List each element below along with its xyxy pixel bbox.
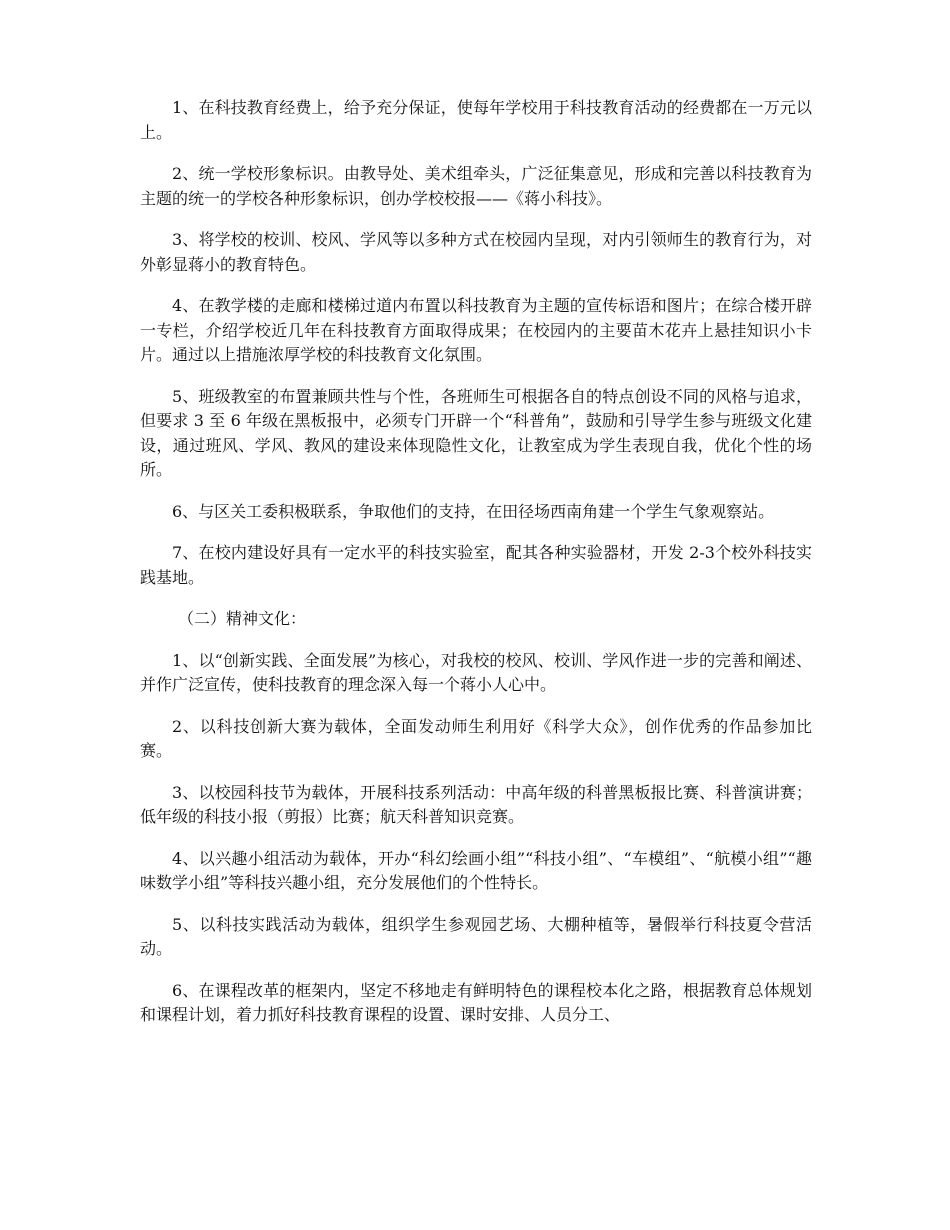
- document-page: [140, 96, 812, 1045]
- paragraph-school-identity: 2、统一学校形象标识。由教导处、美术组牵头，广泛征集意见，形成和完善以科技教育为主题的统一的学校各种形象标识，创办学校校报——《蒋小科技》。: [140, 164, 812, 208]
- paragraph-interest-groups: 4、以兴趣小组活动为载体，开办“科幻绘画小组”“科技小组”、“车模组”、“航模小组”“趣味数学小组”等科技兴趣小组，充分发展他们的个性特长。: [140, 848, 812, 892]
- section-heading-spiritual-culture: （二）精神文化：: [178, 609, 307, 628]
- paragraph-corridor-decoration: 4、在教学楼的走廊和楼梯过道内布置以科技教育为主题的宣传标语和图片；在综合楼开辟一专栏，介绍学校近几年在科技教育方面取得成果；在校园内的主要苗木花卉上悬挂知识小卡片。通过以上措施浓厚学校的科技教育文化氛围。: [140, 296, 812, 364]
- paragraph-science-festival: 3、以校园科技节为载体，开展科技系列活动：中高年级的科普黑板报比赛、科普演讲赛；低年级的科技小报（剪报）比赛；航天科普知识竞赛。: [140, 782, 812, 826]
- paragraph-practice-activities: 5、以科技实践活动为载体，组织学生参观园艺场、大棚种植等，暑假举行科技夏令营活动。: [140, 914, 812, 958]
- paragraph-science-lab: 7、在校内建设好具有一定水平的科技实验室，配其各种实验器材，开发 2-3个校外科技实践基地。: [140, 543, 812, 587]
- paragraph-funding: 1、在科技教育经费上，给予充分保证，使每年学校用于科技教育活动的经费都在一万元以上。: [140, 98, 812, 142]
- paragraph-school-motto: 3、将学校的校训、校风、学风等以多种方式在校园内呈现，对内引领师生的教育行为，对外彰显蒋小的教育特色。: [140, 230, 812, 274]
- paragraph-weather-station: 6、与区关工委积极联系，争取他们的支持，在田径场西南角建一个学生气象观察站。: [172, 501, 775, 521]
- paragraph-curriculum-reform: 6、在课程改革的框架内，坚定不移地走有鲜明特色的课程校本化之路，根据教育总体规划和课程计划，着力抓好科技教育课程的设置、课时安排、人员分工、: [140, 980, 812, 1024]
- paragraph-core-values: 1、以“创新实践、全面发展”为核心，对我校的校风、校训、学风作进一步的完善和阐述、并作广泛宣传，使科技教育的理念深入每一个蒋小人心中。: [140, 650, 812, 694]
- paragraph-innovation-contest: 2、以科技创新大赛为载体，全面发动师生利用好《科学大众》，创作优秀的作品参加比赛。: [140, 716, 812, 760]
- paragraph-classroom-layout: 5、班级教室的布置兼顾共性与个性，各班师生可根据各自的特点创设不同的风格与追求，但要求 3 至 6 年级在黑板报中，必须专门开辟一个“科普角”，鼓励和引导学生参与班级文化建设，通过班风、学风、教风的建设来体现隐性文化，让教室成为学生表现自我，优化个性的场所。: [140, 386, 812, 479]
